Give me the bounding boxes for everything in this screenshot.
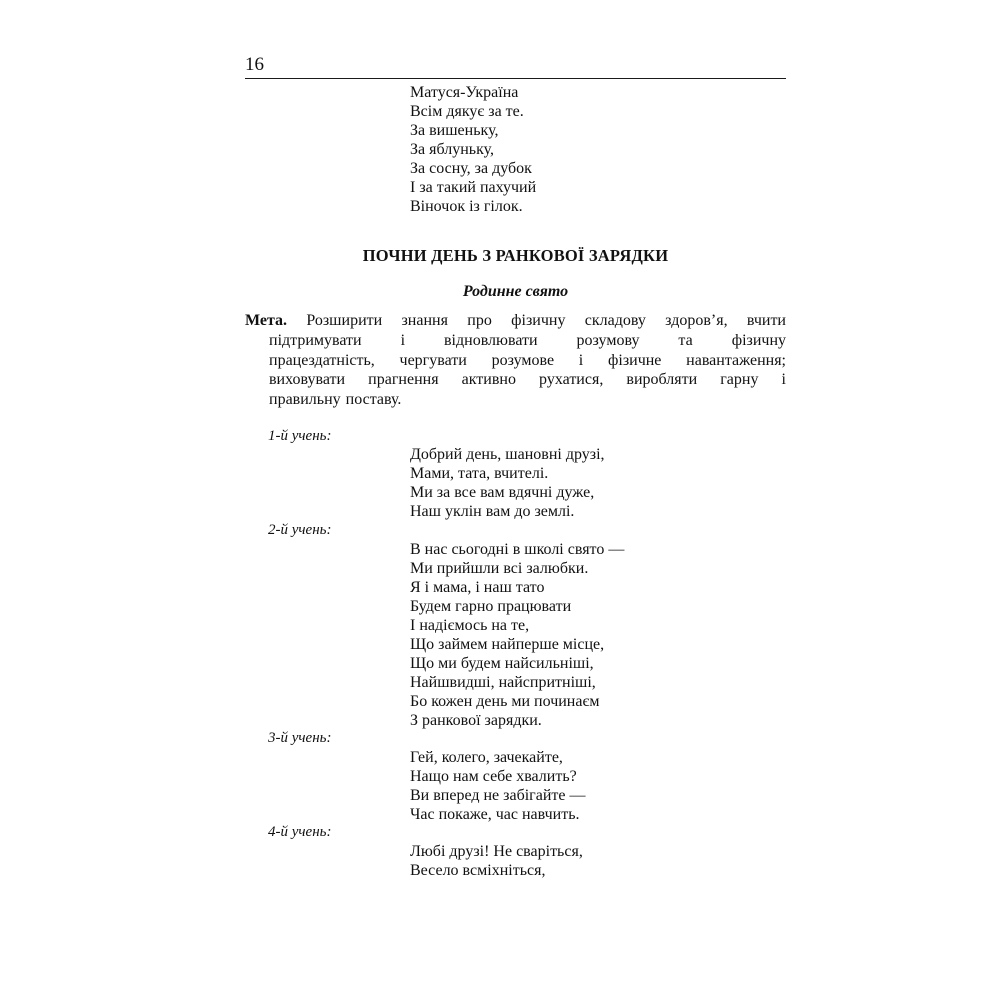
- verse-line: І надіємось на те,: [410, 617, 530, 634]
- verse-line: І за такий пахучий: [410, 179, 537, 196]
- verse-line: Добрий день, шановні друзі,: [410, 446, 605, 463]
- goal-text: Розширити знання про фізичну складову здоров’я, вчити: [306, 312, 786, 329]
- verse-line: За яблуньку,: [410, 141, 495, 158]
- verse-line: Бо кожен день ми починаєм: [410, 693, 600, 710]
- goal-line: [245, 311, 786, 331]
- verse-line: Любі друзі! Не сваріться,: [410, 843, 583, 860]
- verse-line: Ми за все вам вдячні дуже,: [410, 484, 595, 501]
- speaker-verse: [410, 748, 585, 824]
- verse-line: Найшвидші, найспритніші,: [410, 674, 596, 691]
- goal-label: Мета.: [245, 312, 288, 329]
- verse-line: З ранкової зарядки.: [410, 712, 542, 729]
- section-subtitle: Родинне свято: [462, 283, 569, 300]
- verse-line: Наш уклін вам до землі.: [410, 503, 575, 520]
- goal-line: підтримувати і відновлювати розумову та фізичну: [269, 331, 786, 349]
- verse-line: Матуся-Україна: [410, 84, 519, 101]
- verse-line: Що ми будем найсильніші,: [410, 655, 594, 672]
- header-rule: [245, 78, 786, 79]
- speaker-verse: [410, 540, 624, 730]
- verse-line: За сосну, за дубок: [410, 160, 532, 177]
- goal-line: виховувати прагнення активно рухатися, виробляти гарну і: [269, 371, 786, 389]
- verse-line: В нас сьогодні в школі свято —: [410, 541, 625, 558]
- verse-line: Що займем найперше місце,: [410, 636, 605, 653]
- speaker-label: 1-й учень:: [268, 428, 332, 444]
- verse-line: Гей, колего, зачекайте,: [410, 749, 563, 766]
- verse-line: Всім дякує за те.: [410, 103, 524, 120]
- goal-line: правильну поставу.: [269, 391, 402, 409]
- goal-paragraph: [245, 311, 786, 410]
- speaker-label: 3-й учень:: [268, 730, 332, 746]
- speaker-verse: [410, 842, 583, 880]
- verse-line: Ви вперед не забігайте —: [410, 787, 586, 804]
- speaker-label: 4-й учень:: [268, 824, 332, 840]
- intro-verse: [410, 83, 536, 216]
- verse-line: Ми прийшли всі залюбки.: [410, 560, 589, 577]
- verse-line: За вишеньку,: [410, 122, 499, 139]
- goal-line: працездатність, чергувати розумове і фізичне навантаження;: [269, 351, 786, 369]
- speaker-verse: [410, 445, 605, 521]
- verse-line: Будем гарно працювати: [410, 598, 572, 615]
- verse-line: Нащо нам себе хвалить?: [410, 768, 577, 785]
- verse-line: Час покаже, час навчить.: [410, 806, 580, 823]
- section-title: ПОЧНИ ДЕНЬ З РАНКОВОЇ ЗАРЯДКИ: [362, 246, 669, 265]
- verse-line: Віночок із гілок.: [410, 198, 523, 215]
- page-number: 16: [245, 54, 264, 75]
- verse-line: Я і мама, і наш тато: [410, 579, 545, 596]
- verse-line: Мами, тата, вчителі.: [410, 465, 549, 482]
- verse-line: Весело всміхніться,: [410, 862, 546, 879]
- speaker-label: 2-й учень:: [268, 522, 332, 538]
